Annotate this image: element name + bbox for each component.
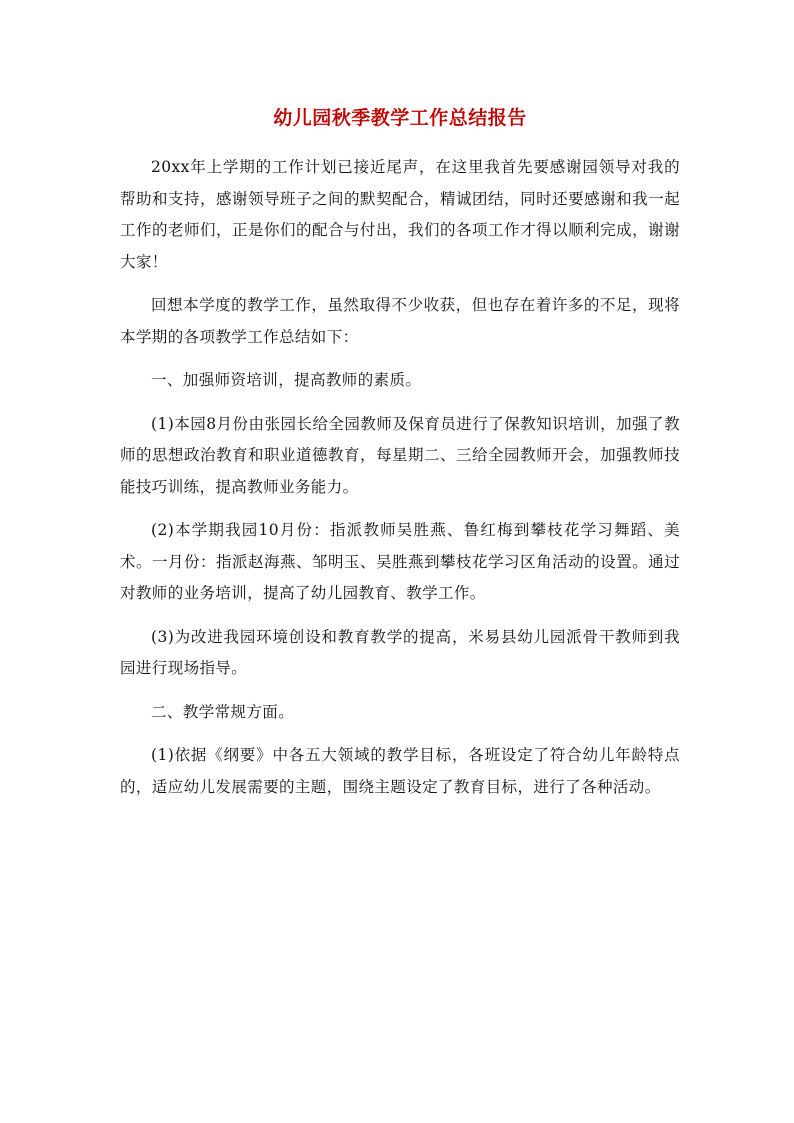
paragraph-intro: 20xx年上学期的工作计划已接近尾声，在这里我首先要感谢园领导对我的帮助和支持，感谢领导班子之间的默契配合，精诚团结，同时还要感谢和我一起工作的老师们，正是你们的配合与付出，我们的各项工作才得以顺利完成，谢谢大家！: [120, 158, 680, 271]
paragraph-training-1: (1)本园8月份由张园长给全园教师及保育员进行了保教知识培训，加强了教师的思想政治教育和职业道德教育，每星期二、三给全园教师开会，加强教师技能技巧训练，提高教师业务能力。: [120, 414, 680, 496]
paragraph-training-3: (3)为改进我园环境创设和教育教学的提高，米易县幼儿园派骨干教师到我园进行现场指导。: [120, 627, 680, 677]
document-page: [120, 96, 680, 815]
paragraph-training-2: (2)本学期我园10月份：指派教师吴胜燕、鲁红梅到攀枝花学习舞蹈、美术。一月份：指派赵海燕、邹明玉、吴胜燕到攀枝花学习区角活动的设置。通过对教师的业务培训，提高了幼儿园教育、教学工作。: [120, 521, 680, 602]
paragraph-routine-1: (1)依据《纲要》中各五大领域的教学目标，各班设定了符合幼儿年龄特点的，适应幼儿发展需要的主题，围绕主题设定了教育目标，进行了各种活动。: [120, 746, 680, 796]
section-heading-routine: 二、教学常规方面。: [151, 702, 295, 721]
section-heading-training: 一、加强师资培训，提高教师的素质。: [151, 371, 422, 389]
document-title: 幼儿园秋季教学工作总结报告: [273, 107, 527, 129]
paragraph-review: 回想本学度的教学工作，虽然取得不少收获，但也存在着许多的不足，现将本学期的各项教学工作总结如下：: [120, 296, 680, 346]
